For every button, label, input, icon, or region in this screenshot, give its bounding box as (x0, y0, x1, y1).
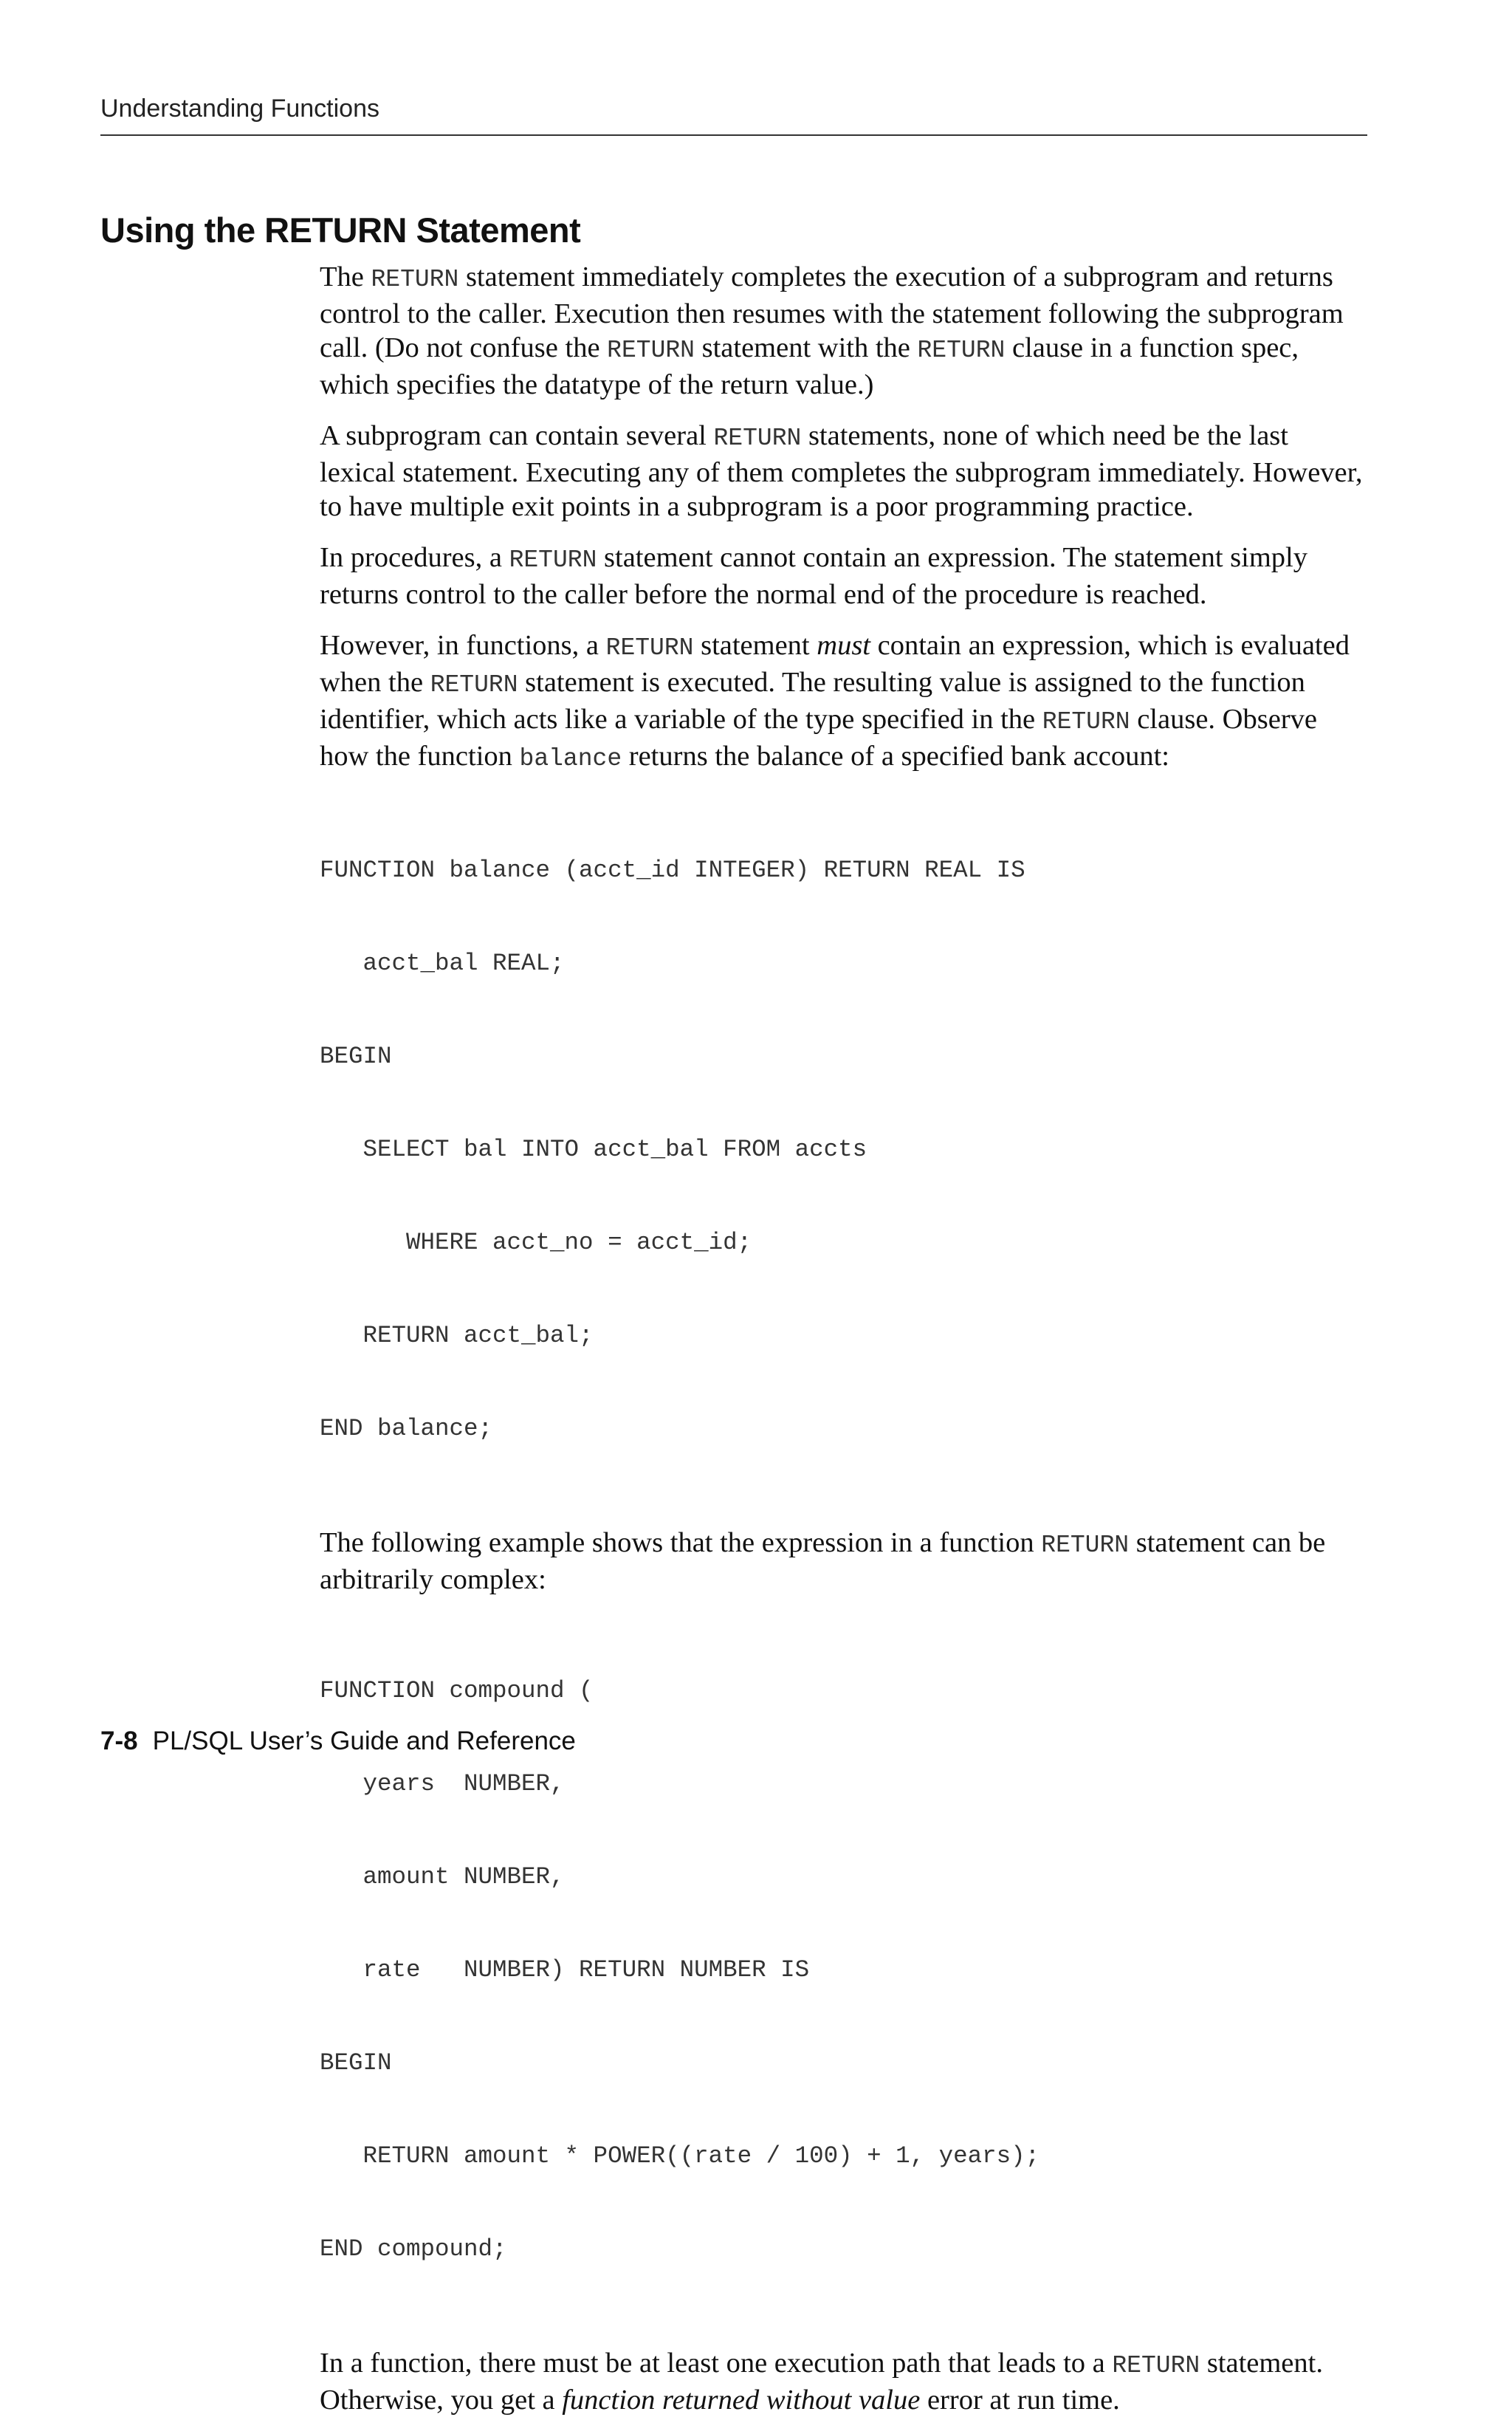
text-run: statements, none of which need be the last lexical statement. Executing any of them completes the subprogram immediately. However, to have multiple exit points in a subprogram is a poor programming practice. (320, 420, 1363, 522)
code-example-balance (320, 793, 1368, 1506)
code-identifier: balance (519, 745, 622, 772)
emphasis: must (817, 630, 870, 661)
text-run: contain an expression, which is evaluated when the (320, 630, 1350, 698)
code-line: rate NUMBER) RETURN NUMBER IS (320, 1956, 810, 1984)
code-keyword: RETURN (1041, 1532, 1130, 1559)
code-keyword: RETURN (509, 546, 597, 574)
body-column (320, 260, 1368, 2434)
code-keyword: RETURN (605, 634, 694, 662)
code-line: years NUMBER, (320, 1770, 565, 1797)
text-run: A subprogram can contain several (320, 420, 714, 451)
code-keyword: RETURN (607, 337, 695, 364)
paragraph-3 (320, 541, 1368, 611)
code-line: BEGIN (320, 2049, 392, 2077)
text-run: statement (693, 630, 817, 661)
text-run: In procedures, a (320, 542, 509, 573)
code-example-compound (320, 1614, 1368, 2327)
text-run: statement cannot contain an expression. The statement simply returns control to the caller before the normal end of the procedure is reached. (320, 542, 1308, 610)
paragraph-2 (320, 419, 1368, 524)
code-line: SELECT bal INTO acct_bal FROM accts (320, 1136, 867, 1163)
section-title: Using the RETURN Statement (100, 210, 581, 250)
running-head: Understanding Functions (100, 95, 380, 123)
book-title: PL/SQL User’s Guide and Reference (152, 1727, 576, 1755)
page-number: 7-8 (100, 1727, 138, 1755)
code-line: WHERE acct_no = acct_id; (320, 1229, 752, 1256)
code-keyword: RETURN (430, 671, 518, 699)
code-keyword: RETURN (713, 425, 802, 452)
code-keyword: RETURN (1042, 708, 1130, 736)
text-run: error at run time. (920, 2385, 1120, 2416)
text-run: returns the balance of a specified bank account: (622, 741, 1169, 772)
page-footer (100, 1727, 576, 1756)
code-line: RETURN acct_bal; (320, 1322, 594, 1349)
text-run: The (320, 261, 371, 292)
text-run: clause. Observe how the function (320, 704, 1317, 772)
code-line: BEGIN (320, 1043, 392, 1070)
paragraph-5 (320, 1526, 1368, 1597)
code-line: acct_bal REAL; (320, 950, 565, 977)
code-keyword: RETURN (371, 266, 459, 293)
code-line: FUNCTION compound ( (320, 1677, 594, 1704)
text-run: clause in a function spec, which specifies the datatype of the return value.) (320, 332, 1299, 400)
header-divider (100, 134, 1367, 136)
text-run: statement immediately completes the execution of a subprogram and returns control to the caller. Execution then resumes with the statement following the subprogram call. (Do not confuse the (320, 261, 1344, 363)
paragraph-4 (320, 628, 1368, 776)
code-keyword: RETURN (917, 337, 1006, 364)
text-run: However, in functions, a (320, 630, 606, 661)
code-line: FUNCTION balance (acct_id INTEGER) RETURN REAL IS (320, 857, 1025, 884)
paragraph-1 (320, 260, 1368, 402)
text-run: statement can be arbitrarily complex: (320, 1527, 1326, 1595)
text-run: statement. Otherwise, you get a (320, 2348, 1323, 2416)
text-run: In a function, there must be at least one execution path that leads to a (320, 2348, 1113, 2379)
code-keyword: RETURN (1112, 2352, 1200, 2379)
code-line: RETURN amount * POWER((rate / 100) + 1, years); (320, 2142, 1040, 2170)
text-run: statement is executed. The resulting value is assigned to the function identifier, which acts like a variable of the type specified in the (320, 667, 1305, 735)
code-line: END balance; (320, 1415, 493, 1442)
code-line: END compound; (320, 2235, 507, 2263)
emphasis: function returned without value (562, 2385, 921, 2416)
code-line: amount NUMBER, (320, 1863, 565, 1890)
text-run: The following example shows that the expression in a function (320, 1527, 1042, 1558)
paragraph-6 (320, 2346, 1368, 2417)
text-run: statement with the (694, 332, 918, 363)
